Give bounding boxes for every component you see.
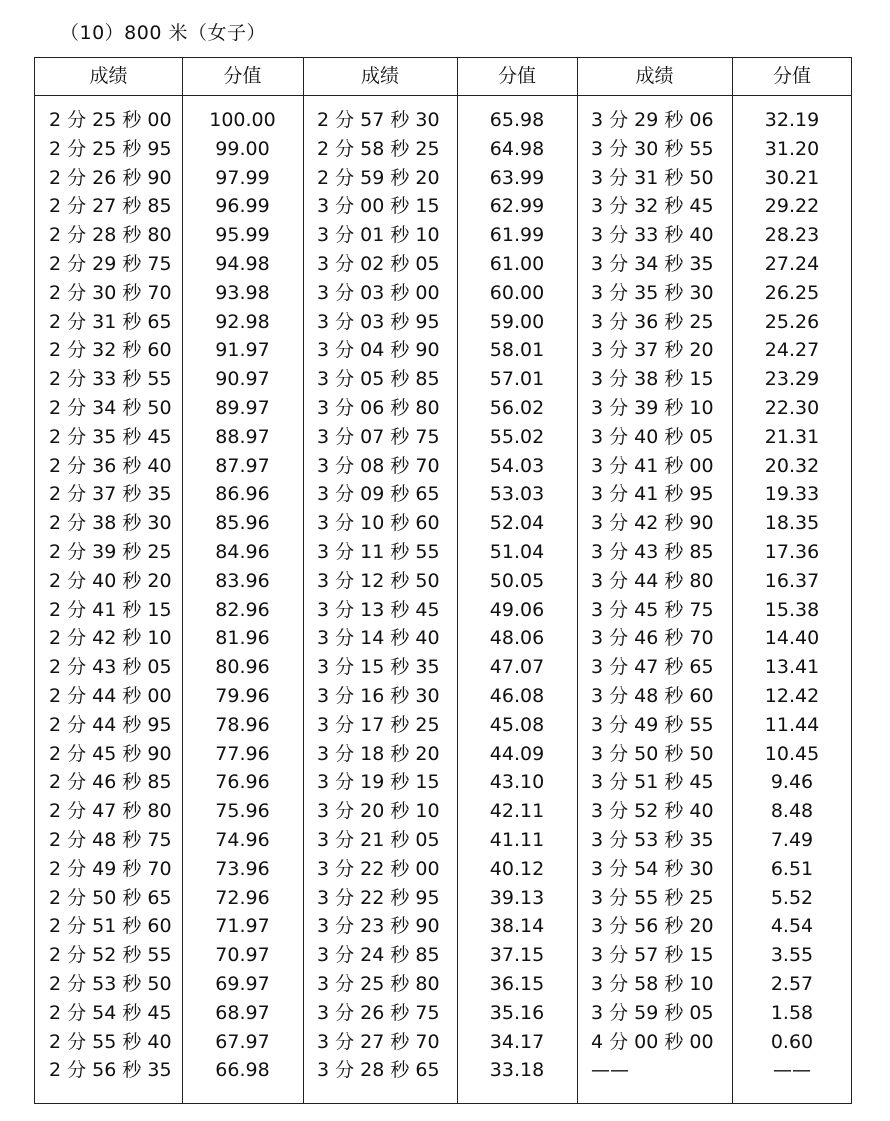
score-cell: 18.35 — [764, 512, 820, 535]
score-cell: 83.96 — [215, 569, 270, 592]
time-cell: 3 分 57 秒 15 — [591, 944, 714, 967]
score-cell: 81.96 — [215, 627, 270, 650]
score-cell: 16.37 — [764, 569, 820, 592]
score-cell: 63.99 — [489, 166, 545, 189]
score-cell: 55.02 — [489, 425, 545, 448]
time-cell: 3 分 58 秒 10 — [591, 972, 714, 995]
score-cell: 59.00 — [489, 310, 545, 333]
time-cell: 2 分 43 秒 05 — [49, 656, 172, 679]
time-cell: 2 分 27 秒 85 — [49, 195, 172, 218]
time-cell: 2 分 39 秒 25 — [49, 540, 172, 563]
score-cell: 97.99 — [215, 166, 270, 189]
score-cell: 17.36 — [764, 540, 820, 563]
time-column-3 — [577, 106, 732, 1085]
score-cell: 20.32 — [764, 454, 820, 477]
time-cell: 3 分 01 秒 10 — [317, 224, 440, 247]
score-cell: 19.33 — [764, 483, 820, 506]
score-cell: 80.96 — [215, 656, 270, 679]
time-cell: 3 分 44 秒 80 — [591, 569, 714, 592]
time-cell: 3 分 23 秒 90 — [317, 915, 440, 938]
score-cell: 40.12 — [489, 857, 545, 880]
time-cell: 2 分 30 秒 70 — [49, 281, 172, 304]
score-cell: 1.58 — [770, 1001, 814, 1024]
score-cell: 73.96 — [215, 857, 270, 880]
score-cell: 91.97 — [215, 339, 270, 362]
time-cell: 3 分 40 秒 05 — [591, 425, 714, 448]
score-cell: 99.00 — [215, 137, 270, 160]
score-cell: 37.15 — [489, 944, 545, 967]
time-cell: 3 分 43 秒 85 — [591, 540, 714, 563]
time-cell: 3 分 35 秒 30 — [591, 281, 714, 304]
score-cell: 39.13 — [489, 886, 545, 909]
score-cell: 65.98 — [489, 109, 545, 131]
score-cell: 61.00 — [489, 252, 545, 275]
score-cell: 74.96 — [215, 828, 270, 851]
score-cell: 58.01 — [489, 339, 545, 362]
score-cell: 88.97 — [215, 425, 270, 448]
score-cell: 46.08 — [489, 684, 545, 707]
time-cell: 3 分 34 秒 35 — [591, 252, 714, 275]
time-cell: 2 分 47 秒 80 — [49, 800, 172, 823]
time-cell: 2 分 40 秒 20 — [49, 569, 172, 592]
score-cell: 4.54 — [770, 915, 814, 938]
time-cell: 3 分 53 秒 35 — [591, 828, 714, 851]
header-time-1: 成绩 — [89, 65, 128, 87]
score-cell: 42.11 — [489, 800, 545, 823]
score-cell: 64.98 — [489, 137, 545, 160]
score-cell: 12.42 — [764, 684, 820, 707]
score-cell: 61.99 — [489, 224, 545, 247]
time-cell: 3 分 13 秒 45 — [317, 598, 440, 621]
time-cell: 2 分 57 秒 30 — [317, 109, 440, 131]
score-cell: 94.98 — [215, 252, 270, 275]
score-cell: 56.02 — [489, 396, 545, 419]
header-score-3: 分值 — [772, 65, 811, 87]
time-cell: 3 分 31 秒 50 — [591, 166, 714, 189]
score-cell: 25.26 — [764, 310, 820, 333]
score-cell: 2.57 — [770, 972, 814, 995]
score-cell: 52.04 — [489, 512, 545, 535]
time-cell: 2 分 34 秒 50 — [49, 396, 172, 419]
time-cell: 3 分 50 秒 50 — [591, 742, 714, 765]
score-cell: 35.16 — [489, 1001, 545, 1024]
time-cell: 2 分 48 秒 75 — [49, 828, 172, 851]
time-cell: 3 分 54 秒 30 — [591, 857, 714, 880]
time-cell: 3 分 30 秒 55 — [591, 137, 714, 160]
score-cell: 95.99 — [215, 224, 270, 247]
score-cell: 69.97 — [215, 972, 270, 995]
time-cell: 3 分 16 秒 30 — [317, 684, 440, 707]
time-cell: 3 分 39 秒 10 — [591, 396, 714, 419]
time-cell: 2 分 59 秒 20 — [317, 166, 440, 189]
time-cell: 3 分 09 秒 65 — [317, 483, 440, 506]
time-cell: 2 分 37 秒 35 — [49, 483, 172, 506]
score-cell: 9.46 — [770, 771, 814, 794]
score-cell: 78.96 — [215, 713, 270, 736]
score-cell: 96.99 — [215, 195, 270, 218]
score-cell: 90.97 — [215, 368, 270, 391]
score-cell: 7.49 — [770, 828, 814, 851]
score-cell: 29.22 — [764, 195, 820, 218]
time-cell: 3 分 18 秒 20 — [317, 742, 440, 765]
time-cell: 2 分 58 秒 25 — [317, 137, 440, 160]
score-cell: 60.00 — [489, 281, 545, 304]
score-cell: 27.24 — [764, 252, 820, 275]
time-cell: 2 分 49 秒 70 — [49, 857, 172, 880]
time-cell: 3 分 55 秒 25 — [591, 886, 714, 909]
time-cell: 3 分 24 秒 85 — [317, 944, 440, 967]
time-cell: 3 分 03 秒 95 — [317, 310, 440, 333]
time-cell: 2 分 35 秒 45 — [49, 425, 172, 448]
time-cell: 2 分 26 秒 90 — [49, 166, 172, 189]
time-cell: 2 分 25 秒 00 — [49, 109, 172, 131]
score-cell: 34.17 — [489, 1030, 545, 1053]
header-time-3: 成绩 — [635, 65, 674, 87]
score-cell: 31.20 — [764, 137, 820, 160]
score-cell: 23.29 — [764, 368, 820, 391]
time-cell: 3 分 28 秒 65 — [317, 1059, 440, 1082]
score-cell: 85.96 — [215, 512, 270, 535]
time-column-1 — [35, 106, 182, 1085]
time-cell: 3 分 47 秒 65 — [591, 656, 714, 679]
score-cell: 24.27 — [764, 339, 820, 362]
score-cell: 44.09 — [489, 742, 545, 765]
score-cell: 0.60 — [770, 1030, 814, 1053]
time-cell: 3 分 11 秒 55 — [317, 540, 440, 563]
time-cell: 3 分 27 秒 70 — [317, 1030, 440, 1053]
score-table — [34, 57, 852, 1104]
time-cell: 2 分 31 秒 65 — [49, 310, 172, 333]
score-cell: 21.31 — [764, 425, 820, 448]
header-score-1: 分值 — [223, 65, 262, 87]
time-cell: 3 分 33 秒 40 — [591, 224, 714, 247]
time-cell: 3 分 45 秒 75 — [591, 598, 714, 621]
time-cell: 2 分 53 秒 50 — [49, 972, 172, 995]
score-cell: 79.96 — [215, 684, 270, 707]
time-cell: 3 分 12 秒 50 — [317, 569, 440, 592]
score-cell: 6.51 — [770, 857, 814, 880]
time-cell: 3 分 15 秒 35 — [317, 656, 440, 679]
time-cell: 2 分 44 秒 00 — [49, 684, 172, 707]
time-cell: 2 分 52 秒 55 — [49, 944, 172, 967]
time-cell: 3 分 29 秒 06 — [591, 109, 714, 131]
score-cell: 28.23 — [764, 224, 820, 247]
score-cell: 82.96 — [215, 598, 270, 621]
score-cell: 77.96 — [215, 742, 270, 765]
score-cell: 93.98 — [215, 281, 270, 304]
time-cell: 3 分 08 秒 70 — [317, 454, 440, 477]
score-cell: 10.45 — [764, 742, 820, 765]
score-cell: 72.96 — [215, 886, 270, 909]
time-cell: 2 分 44 秒 95 — [49, 713, 172, 736]
time-cell: 3 分 17 秒 25 — [317, 713, 440, 736]
score-cell: —— — [773, 1059, 811, 1082]
time-cell: 2 分 36 秒 40 — [49, 454, 172, 477]
time-cell: 2 分 33 秒 55 — [49, 368, 172, 391]
time-cell: 3 分 38 秒 15 — [591, 368, 714, 391]
score-cell: 75.96 — [215, 800, 270, 823]
time-cell: 3 分 21 秒 05 — [317, 828, 440, 851]
time-cell: 2 分 29 秒 75 — [49, 252, 172, 275]
score-cell: 68.97 — [215, 1001, 270, 1024]
score-cell: 84.96 — [215, 540, 270, 563]
score-cell: 49.06 — [489, 598, 545, 621]
time-cell: 3 分 51 秒 45 — [591, 771, 714, 794]
time-cell: 3 分 26 秒 75 — [317, 1001, 440, 1024]
time-cell: 2 分 25 秒 95 — [49, 137, 172, 160]
time-cell: 3 分 04 秒 90 — [317, 339, 440, 362]
time-cell: 3 分 25 秒 80 — [317, 972, 440, 995]
time-cell: 3 分 00 秒 15 — [317, 195, 440, 218]
score-cell: 67.97 — [215, 1030, 270, 1053]
time-cell: 3 分 06 秒 80 — [317, 396, 440, 419]
time-cell: 3 分 02 秒 05 — [317, 252, 440, 275]
time-cell: 3 分 56 秒 20 — [591, 915, 714, 938]
time-cell: 3 分 42 秒 90 — [591, 512, 714, 535]
score-cell: 92.98 — [215, 310, 270, 333]
score-cell: 70.97 — [215, 944, 270, 967]
score-cell: 45.08 — [489, 713, 545, 736]
time-cell: 3 分 41 秒 00 — [591, 454, 714, 477]
time-cell: 3 分 52 秒 40 — [591, 800, 714, 823]
time-cell: 3 分 07 秒 75 — [317, 425, 440, 448]
time-cell: 3 分 14 秒 40 — [317, 627, 440, 650]
time-column-2 — [303, 106, 457, 1085]
time-cell: —— — [591, 1059, 629, 1082]
time-cell: 2 分 55 秒 40 — [49, 1030, 172, 1053]
time-cell: 3 分 32 秒 45 — [591, 195, 714, 218]
score-cell: 51.04 — [489, 540, 545, 563]
table-caption: （10）800 米（女子） — [60, 22, 266, 44]
score-cell: 13.41 — [764, 656, 820, 679]
time-cell: 2 分 56 秒 35 — [49, 1059, 172, 1082]
score-cell: 87.97 — [215, 454, 270, 477]
score-cell: 47.07 — [489, 656, 545, 679]
score-cell: 30.21 — [764, 166, 820, 189]
score-cell: 50.05 — [489, 569, 545, 592]
time-cell: 2 分 45 秒 90 — [49, 742, 172, 765]
score-cell: 22.30 — [764, 396, 820, 419]
time-cell: 3 分 03 秒 00 — [317, 281, 440, 304]
score-cell: 48.06 — [489, 627, 545, 650]
score-cell: 32.19 — [764, 109, 820, 131]
time-cell: 3 分 49 秒 55 — [591, 713, 714, 736]
time-cell: 2 分 32 秒 60 — [49, 339, 172, 362]
time-cell: 3 分 22 秒 00 — [317, 857, 440, 880]
score-cell: 14.40 — [764, 627, 820, 650]
score-cell: 100.00 — [209, 109, 276, 131]
time-cell: 4 分 00 秒 00 — [591, 1030, 714, 1053]
time-cell: 2 分 54 秒 45 — [49, 1001, 172, 1024]
time-cell: 3 分 37 秒 20 — [591, 339, 714, 362]
time-cell: 3 分 19 秒 15 — [317, 771, 440, 794]
score-cell: 43.10 — [489, 771, 545, 794]
time-cell: 3 分 59 秒 05 — [591, 1001, 714, 1024]
score-column-2 — [457, 106, 577, 1085]
score-column-3 — [732, 106, 852, 1085]
score-cell: 57.01 — [489, 368, 545, 391]
time-cell: 3 分 46 秒 70 — [591, 627, 714, 650]
score-cell: 38.14 — [489, 915, 545, 938]
header-time-2: 成绩 — [360, 65, 399, 87]
score-cell: 8.48 — [770, 800, 814, 823]
time-cell: 3 分 05 秒 85 — [317, 368, 440, 391]
time-cell: 3 分 36 秒 25 — [591, 310, 714, 333]
score-cell: 41.11 — [489, 828, 545, 851]
time-cell: 3 分 20 秒 10 — [317, 800, 440, 823]
score-cell: 66.98 — [215, 1059, 270, 1082]
time-cell: 2 分 38 秒 30 — [49, 512, 172, 535]
score-cell: 89.97 — [215, 396, 270, 419]
time-cell: 2 分 28 秒 80 — [49, 224, 172, 247]
time-cell: 2 分 46 秒 85 — [49, 771, 172, 794]
score-column-1 — [182, 106, 303, 1085]
time-cell: 2 分 50 秒 65 — [49, 886, 172, 909]
time-cell: 3 分 22 秒 95 — [317, 886, 440, 909]
time-cell: 2 分 51 秒 60 — [49, 915, 172, 938]
score-cell: 76.96 — [215, 771, 270, 794]
time-cell: 2 分 42 秒 10 — [49, 627, 172, 650]
score-cell: 11.44 — [764, 713, 820, 736]
score-cell: 62.99 — [489, 195, 545, 218]
score-cell: 15.38 — [764, 598, 820, 621]
score-cell: 5.52 — [770, 886, 814, 909]
score-cell: 33.18 — [489, 1059, 545, 1082]
time-cell: 2 分 41 秒 15 — [49, 598, 172, 621]
time-cell: 3 分 10 秒 60 — [317, 512, 440, 535]
score-cell: 36.15 — [489, 972, 545, 995]
time-cell: 3 分 48 秒 60 — [591, 684, 714, 707]
time-cell: 3 分 41 秒 95 — [591, 483, 714, 506]
score-cell: 26.25 — [764, 281, 820, 304]
score-cell: 86.96 — [215, 483, 270, 506]
score-cell: 3.55 — [770, 944, 814, 967]
score-cell: 53.03 — [489, 483, 545, 506]
score-cell: 54.03 — [489, 454, 545, 477]
score-cell: 71.97 — [215, 915, 270, 938]
header-divider — [35, 95, 851, 96]
header-score-2: 分值 — [497, 65, 536, 87]
